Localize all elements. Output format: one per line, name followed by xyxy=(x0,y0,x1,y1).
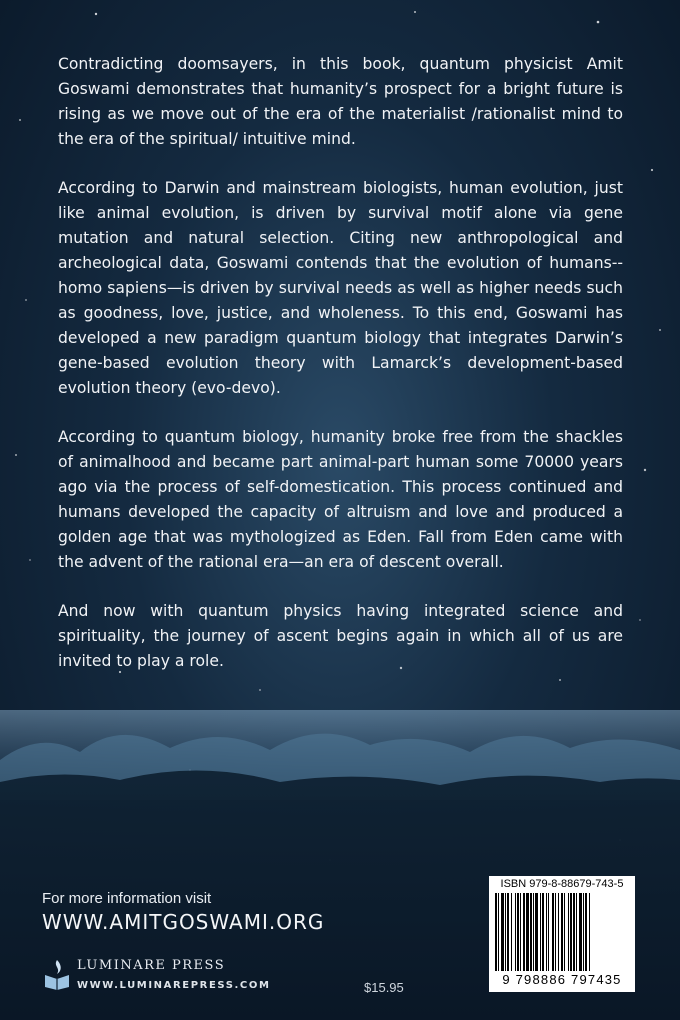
barcode-stripe xyxy=(558,893,559,971)
barcode-stripe xyxy=(570,893,572,971)
barcode-stripe xyxy=(573,893,575,971)
barcode-stripe xyxy=(548,893,549,971)
barcode-stripe xyxy=(517,893,519,971)
barcode-stripe xyxy=(564,893,565,971)
barcode-stripe xyxy=(507,893,509,971)
barcode-stripe xyxy=(520,893,521,971)
blurb-paragraph-1: Contradicting doomsayers, in this book, quantum physicist Amit Goswami demonstrates that humanity’s prospect for a bright future is rising as we move out of the era of the materialist /rationalist mind to the era of the spiritual/ intuitive mind. xyxy=(58,55,623,148)
blurb-paragraph-2: According to Darwin and mainstream biologists, human evolution, just like animal evolution, is driven by survival motif alone via gene mutation and natural selection. Citing new anthropological and archeological data, Goswami contends that the evolution of humans--homo sapiens—is driven by survival needs as well as higher needs such as goodness, love, justice, and wholeness. To this end, Goswami has developed a new paradigm quantum biology that integrates Darwin’s gene-based evolution theory with Lamarck’s development-based evolution theory (evo-devo). xyxy=(58,179,623,397)
isbn-barcode xyxy=(489,876,635,992)
barcode-stripe xyxy=(495,893,497,971)
barcode-number: 9 798886 797435 xyxy=(502,972,622,987)
isbn-label: ISBN 979-8-88679-743-5 xyxy=(500,878,624,890)
barcode-stripe xyxy=(583,893,584,971)
barcode-stripe xyxy=(585,893,587,971)
barcode-stripe xyxy=(501,893,504,971)
book-flame-icon xyxy=(42,957,72,991)
barcode-stripe xyxy=(533,893,534,971)
barcode-stripe xyxy=(546,893,547,971)
barcode-stripe xyxy=(552,893,554,971)
blurb-paragraph-3: According to quantum biology, humanity broke free from the shackles of animalhood and became part animal-part human some 70000 years ago via the process of self-domestication. This process continued and humans developed the capacity of altruism and love and produced a golden age that was mythologized as Eden. Fall from Eden came with the advent of the rational era—an era of descent overall. xyxy=(58,428,623,571)
author-website-link[interactable]: WWW.AMITGOSWAMI.ORG xyxy=(42,910,325,934)
barcode-stripe xyxy=(515,893,516,971)
publisher-name: LUMINARE PRESS xyxy=(77,958,226,973)
publisher-website-link[interactable]: WWW.LUMINAREPRESS.COM xyxy=(77,980,271,991)
barcode-stripe xyxy=(535,893,538,971)
barcode-stripe xyxy=(561,893,563,971)
info-label: For more information visit xyxy=(42,890,212,907)
barcode-stripe xyxy=(589,893,590,971)
blurb-paragraph-4: And now with quantum physics having integrated science and spirituality, the journey of ascent begins again in which all of us are invited to play a role. xyxy=(58,602,623,670)
barcode-bars xyxy=(495,893,629,971)
barcode-stripe xyxy=(523,893,525,971)
barcode-stripe xyxy=(579,893,582,971)
back-cover-blurb xyxy=(58,52,623,698)
barcode-stripe xyxy=(530,893,532,971)
barcode-stripe xyxy=(542,893,544,971)
barcode-stripe xyxy=(505,893,506,971)
price: $15.95 xyxy=(364,980,404,995)
barcode-stripe xyxy=(526,893,529,971)
barcode-stripe xyxy=(511,893,512,971)
barcode-stripe xyxy=(568,893,569,971)
barcode-stripe xyxy=(576,893,577,971)
barcode-stripe xyxy=(540,893,541,971)
barcode-stripe xyxy=(555,893,556,971)
barcode-stripe xyxy=(498,893,499,971)
